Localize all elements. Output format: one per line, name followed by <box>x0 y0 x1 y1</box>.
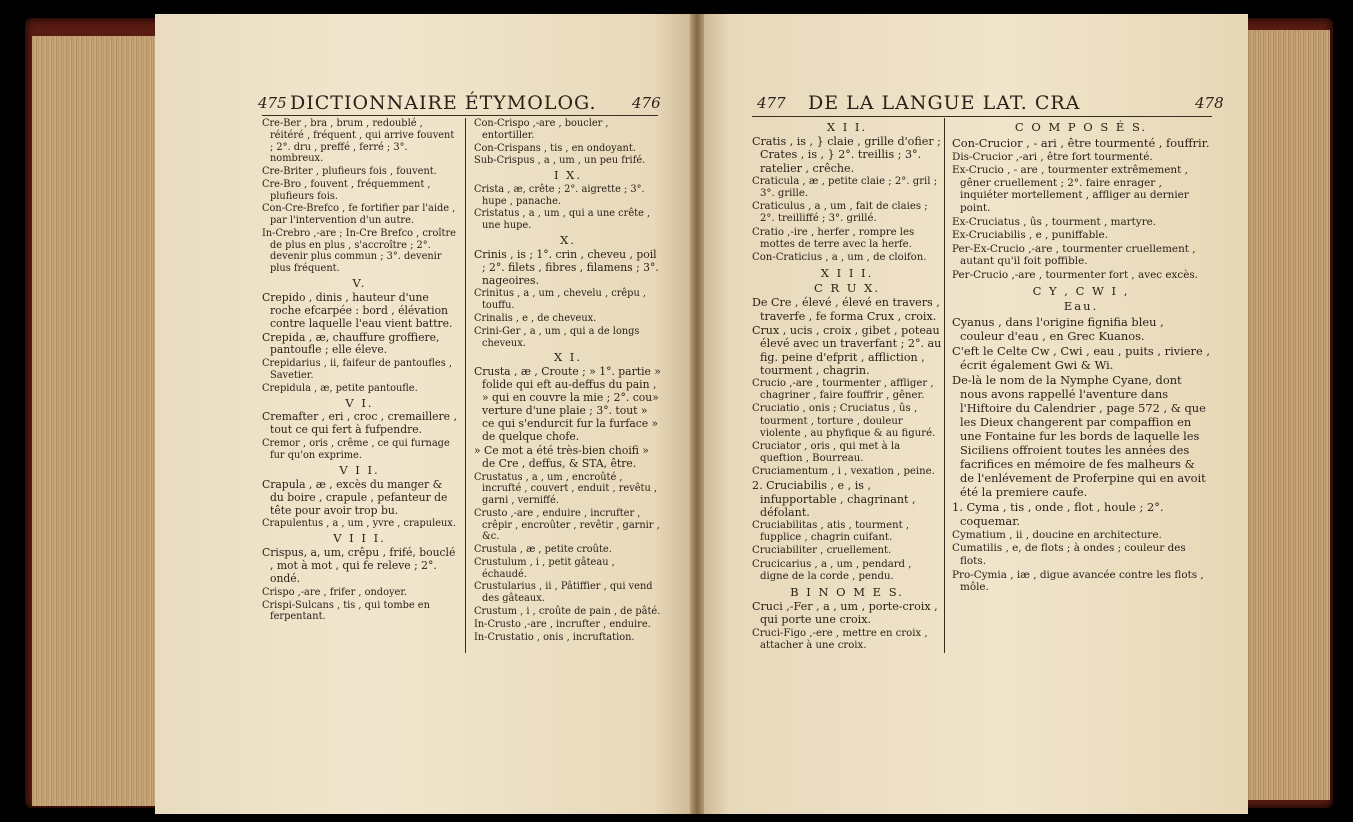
dictionary-entry: Pro-Cymia , iæ , digue avancée contre les flots , môle. <box>952 568 1204 594</box>
dictionary-entry: Con-Crispans , tis , en ondoyant. <box>474 142 636 154</box>
dictionary-entry: Cre-Briter , plufieurs fois , fouvent. <box>262 166 437 178</box>
dictionary-entry: Cyanus , dans l'origine fignifia bleu , couleur d'eau , en Grec Kuanos. <box>952 314 1164 343</box>
dictionary-entry: Con-Craticius , a , um , de cloifon. <box>752 251 927 263</box>
right-header-rule <box>752 116 1212 117</box>
dictionary-entry: Crustulum , i , petit gâteau , échaudé. <box>474 556 615 580</box>
dictionary-entry: Dis-Crucior ,-ari , être fort tourmenté. <box>952 150 1153 163</box>
dictionary-entry: » Ce mot a été très-bien choifi » de Cre , deffus, & STA, être. <box>474 443 649 470</box>
dictionary-entry: Crustula , æ , petite croûte. <box>474 544 612 556</box>
dictionary-entry: C'eft le Celte Cw , Cwi , eau , puits , riviere , écrit également Gwi & Wi. <box>952 343 1210 372</box>
left-page-number: 475 <box>258 94 287 112</box>
dictionary-entry: Per-Crucio ,-are , tourmenter fort , avec excès. <box>952 268 1198 281</box>
left-page-number-right: 476 <box>632 94 661 112</box>
right-column-divider <box>944 118 945 653</box>
section-heading: X. <box>560 232 576 247</box>
dictionary-entry: Cruciabilitas , atis , tourment , fupplice , chagrin cuifant. <box>752 520 910 544</box>
dictionary-entry: 2. Cruciabilis , e , is , infupportable , chagrinant , défolant. <box>752 479 916 519</box>
dictionary-entry: Cymatium , ii , doucine en architecture. <box>952 528 1162 541</box>
dictionary-entry: Cre-Ber , bra , brum , redoublé , réitéré , fréquent , qui arrive fouvent ; 2°. dru , preffé , ferré ; 3°. nombreux. <box>262 118 455 165</box>
dictionary-entry: Crustularius , ii , Pâtiffier , qui vend des gâteaux. <box>474 581 653 605</box>
section-heading: I X. <box>553 168 583 183</box>
dictionary-entry: In-Crusto ,-are , incrufter , enduire. <box>474 618 651 630</box>
dictionary-entry: Con-Cre-Brefco , fe fortifier par l'aide , par l'intervention d'un autre. <box>262 203 456 227</box>
dictionary-entry: Ex-Cruciabilis , e , puniffable. <box>952 229 1109 242</box>
page-edges-right <box>1244 30 1330 800</box>
dictionary-entry: Per-Ex-Crucio ,-are , tourmenter cruellement , autant qu'il foit poffible. <box>952 242 1196 268</box>
left-page-column-1 <box>262 118 457 624</box>
dictionary-entry: Crispus, a, um, crêpu , frifé, bouclé , mot à mot , qui fe releve ; 2°. ondé. <box>262 545 456 585</box>
dictionary-entry: Crispo ,-are , frifer , ondoyer. <box>262 586 408 598</box>
dictionary-entry: Crista , æ, crête ; 2°. aigrette ; 3°. hupe , panache. <box>474 183 645 207</box>
dictionary-entry: Cruciabiliter , cruellement. <box>752 545 892 557</box>
dictionary-entry: Craticula , æ , petite claie ; 2°. gril ; 3°. grille. <box>752 176 938 200</box>
dictionary-entry: Con-Crucior , - ari , être tourmenté , fouffrir. <box>952 135 1210 150</box>
section-heading: C Y , C W I , <box>1032 283 1130 298</box>
dictionary-entry: Cruciamentum , i , vexation , peine. <box>752 466 935 478</box>
right-page-column-2 <box>952 118 1210 595</box>
dictionary-entry: Con-Crispo ,-are , boucler , entortiller. <box>474 118 609 141</box>
dictionary-entry: Cumatilis , e, de flots ; à ondes ; couleur des flots. <box>952 542 1186 567</box>
dictionary-entry: Cristatus , a , um , qui a une crête , une hupe. <box>474 208 651 232</box>
dictionary-entry: Crapula , æ , excès du manger & du boire , crapule , pefanteur de tête pour avoir trop bu. <box>262 477 448 517</box>
page-edges-left <box>32 36 157 806</box>
dictionary-entry: Sub-Crispus , a , um , un peu frifé. <box>474 155 646 167</box>
section-heading: V I I. <box>339 462 380 477</box>
dictionary-entry: Ex-Cruciatus , ûs , tourment , martyre. <box>952 215 1157 228</box>
dictionary-entry: Cremafter , eri , croc , cremaillere , tout ce qui fert à fufpendre. <box>262 410 457 437</box>
dictionary-entry: Craticulus , a , um , fait de claies ; 2°. treilliffé ; 3°. grillé. <box>752 201 928 225</box>
dictionary-entry: Crepidarius , ii, faifeur de pantoufles , Savetier. <box>262 358 452 382</box>
dictionary-entry: Cruciator , oris , qui met à la queftion , Bourreau. <box>752 440 901 464</box>
section-heading: V I. <box>345 395 374 410</box>
dictionary-entry: Crini-Ger , a , um , qui a de longs cheveux. <box>474 325 640 349</box>
dictionary-entry: In-Crustatio , onis , incruftation. <box>474 631 635 643</box>
section-heading: X I. <box>553 350 583 365</box>
dictionary-entry: Cruciatio , onis ; Cruciatus , ûs , tourment , torture , douleur violente , au phyfique & au figuré. <box>752 403 936 439</box>
dictionary-entry: Cruci-Figo ,-ere , mettre en croix , attacher à une croix. <box>752 627 928 651</box>
dictionary-entry: Ex-Crucio , - are , tourmenter extrêmement , gêner cruellement ; 2°. faire enrager , inquiéter mortellement , affliger au dernier point. <box>952 164 1189 214</box>
dictionary-entry: Crustum , i , croûte de pain , de pâté. <box>474 605 661 617</box>
left-running-header: DICTIONNAIRE ÉTYMOLOG. <box>290 92 597 114</box>
section-heading: C R U X. <box>814 281 880 296</box>
section-heading: X I I I. <box>820 265 874 280</box>
dictionary-entry: Crepido , dinis , hauteur d'une roche efcarpée : bord , élévation contre laquelle l'eau vient battre. <box>262 290 453 330</box>
dictionary-entry: De-là le nom de la Nymphe Cyane, dont nous avons rappellé l'aventure dans l'Hiftoire du Calendrier , page 572 , & que les Dieux changerent par compaffion en une Fontaine fur les bords de laquelle les Siciliens offroient toutes les années des facrifices en mémoire de fes malheurs & de l'enlévement de Proferpine qui en avoit été la premiere caufe. <box>952 372 1206 499</box>
dictionary-entry: Crinalis , e , de cheveux. <box>474 313 597 324</box>
dictionary-entry: Crustatus , a , um , encroûté , incrufté , couvert , enduit , revêtu , garni , verniffé. <box>474 471 658 507</box>
right-page-number-right: 478 <box>1195 94 1224 112</box>
section-heading: X I I. <box>826 120 868 134</box>
dictionary-entry: Crusto ,-are , enduire , incrufter , crêpir , encroûter , revêtir , garnir , &c. <box>474 507 660 543</box>
dictionary-entry: Cre-Bro , fouvent , fréquemment , plufieurs fois. <box>262 178 431 202</box>
left-page-column-2 <box>474 118 662 644</box>
dictionary-entry: Crapulentus , a , um , yvre , crapuleux. <box>262 518 456 530</box>
section-heading: B I N O M E S. <box>790 584 904 599</box>
right-running-header: DE LA LANGUE LAT. CRA <box>808 92 1081 114</box>
dictionary-entry: De Cre , élevé , élevé en travers , traverfe , fe forma Crux , croix. <box>752 296 940 323</box>
dictionary-entry: Crucio ,-are , tourmenter , affliger , chagriner , faire fouffrir , gêner. <box>752 378 934 402</box>
dictionary-entry: Crucicarius , a , um , pendard , digne de la corde , pendu. <box>752 558 912 582</box>
section-heading: V. <box>352 275 367 290</box>
dictionary-entry: Crepidula , æ, petite pantoufle. <box>262 382 418 394</box>
dictionary-entry: Crusta , æ , Croute ; » 1°. partie » folide qui eft au-deffus du pain , » qui en couvre la mie ; 2°. cou» verture d'une plaie ; 3°. tout » ce qui s'endurcit fur la furface » de quelque chofe. <box>474 365 661 443</box>
dictionary-entry: Cratio ,-ire , herfer , rompre les mottes de terre avec la herfe. <box>752 226 915 250</box>
right-page-column-1 <box>752 118 942 653</box>
dictionary-entry: Crispi-Sulcans , tis , qui tombe en ferpentant. <box>262 599 430 623</box>
book-gutter <box>690 14 704 814</box>
dictionary-entry: Crepida , æ, chauffure groffiere, pantoufle ; elle éleve. <box>262 330 440 357</box>
dictionary-entry: Crinitus , a , um , chevelu , crêpu , touffu. <box>474 288 646 312</box>
left-header-rule <box>262 115 658 116</box>
dictionary-entry: Crinis , is ; 1°. crin , cheveu , poil ; 2°. filets , fibres , filamens ; 3°. nageoires. <box>474 247 659 287</box>
left-column-divider <box>465 118 466 653</box>
section-heading: V I I I. <box>333 531 386 546</box>
section-heading: Eau. <box>1063 299 1099 314</box>
section-heading: C O M P O S É S. <box>1014 120 1148 134</box>
dictionary-entry: Crux , ucis , croix , gibet , poteau élevé avec un traverfant ; 2°. au fig. peine d'efprit , affliction , tourment , chagrin. <box>752 323 942 377</box>
dictionary-entry: Cratis , is , } claie , grille d'ofier ; Crates , is , } 2°. treillis ; 3°. ratelier , crêche. <box>752 135 941 175</box>
right-page-number: 477 <box>757 94 786 112</box>
dictionary-entry: 1. Cyma , tis , onde , flot , houle ; 2°. coquemar. <box>952 499 1164 528</box>
dictionary-entry: Cruci ,-Fer , a , um , porte-croix , qui porte une croix. <box>752 599 938 627</box>
dictionary-entry: In-Crebro ,-are ; In-Cre Brefco , croître de plus en plus , s'accroître ; 2°. devenir plus commun ; 3°. devenir plus fréquent. <box>262 227 456 275</box>
dictionary-entry: Cremor , oris , crême , ce qui furnage fur qu'on exprime. <box>262 438 450 462</box>
